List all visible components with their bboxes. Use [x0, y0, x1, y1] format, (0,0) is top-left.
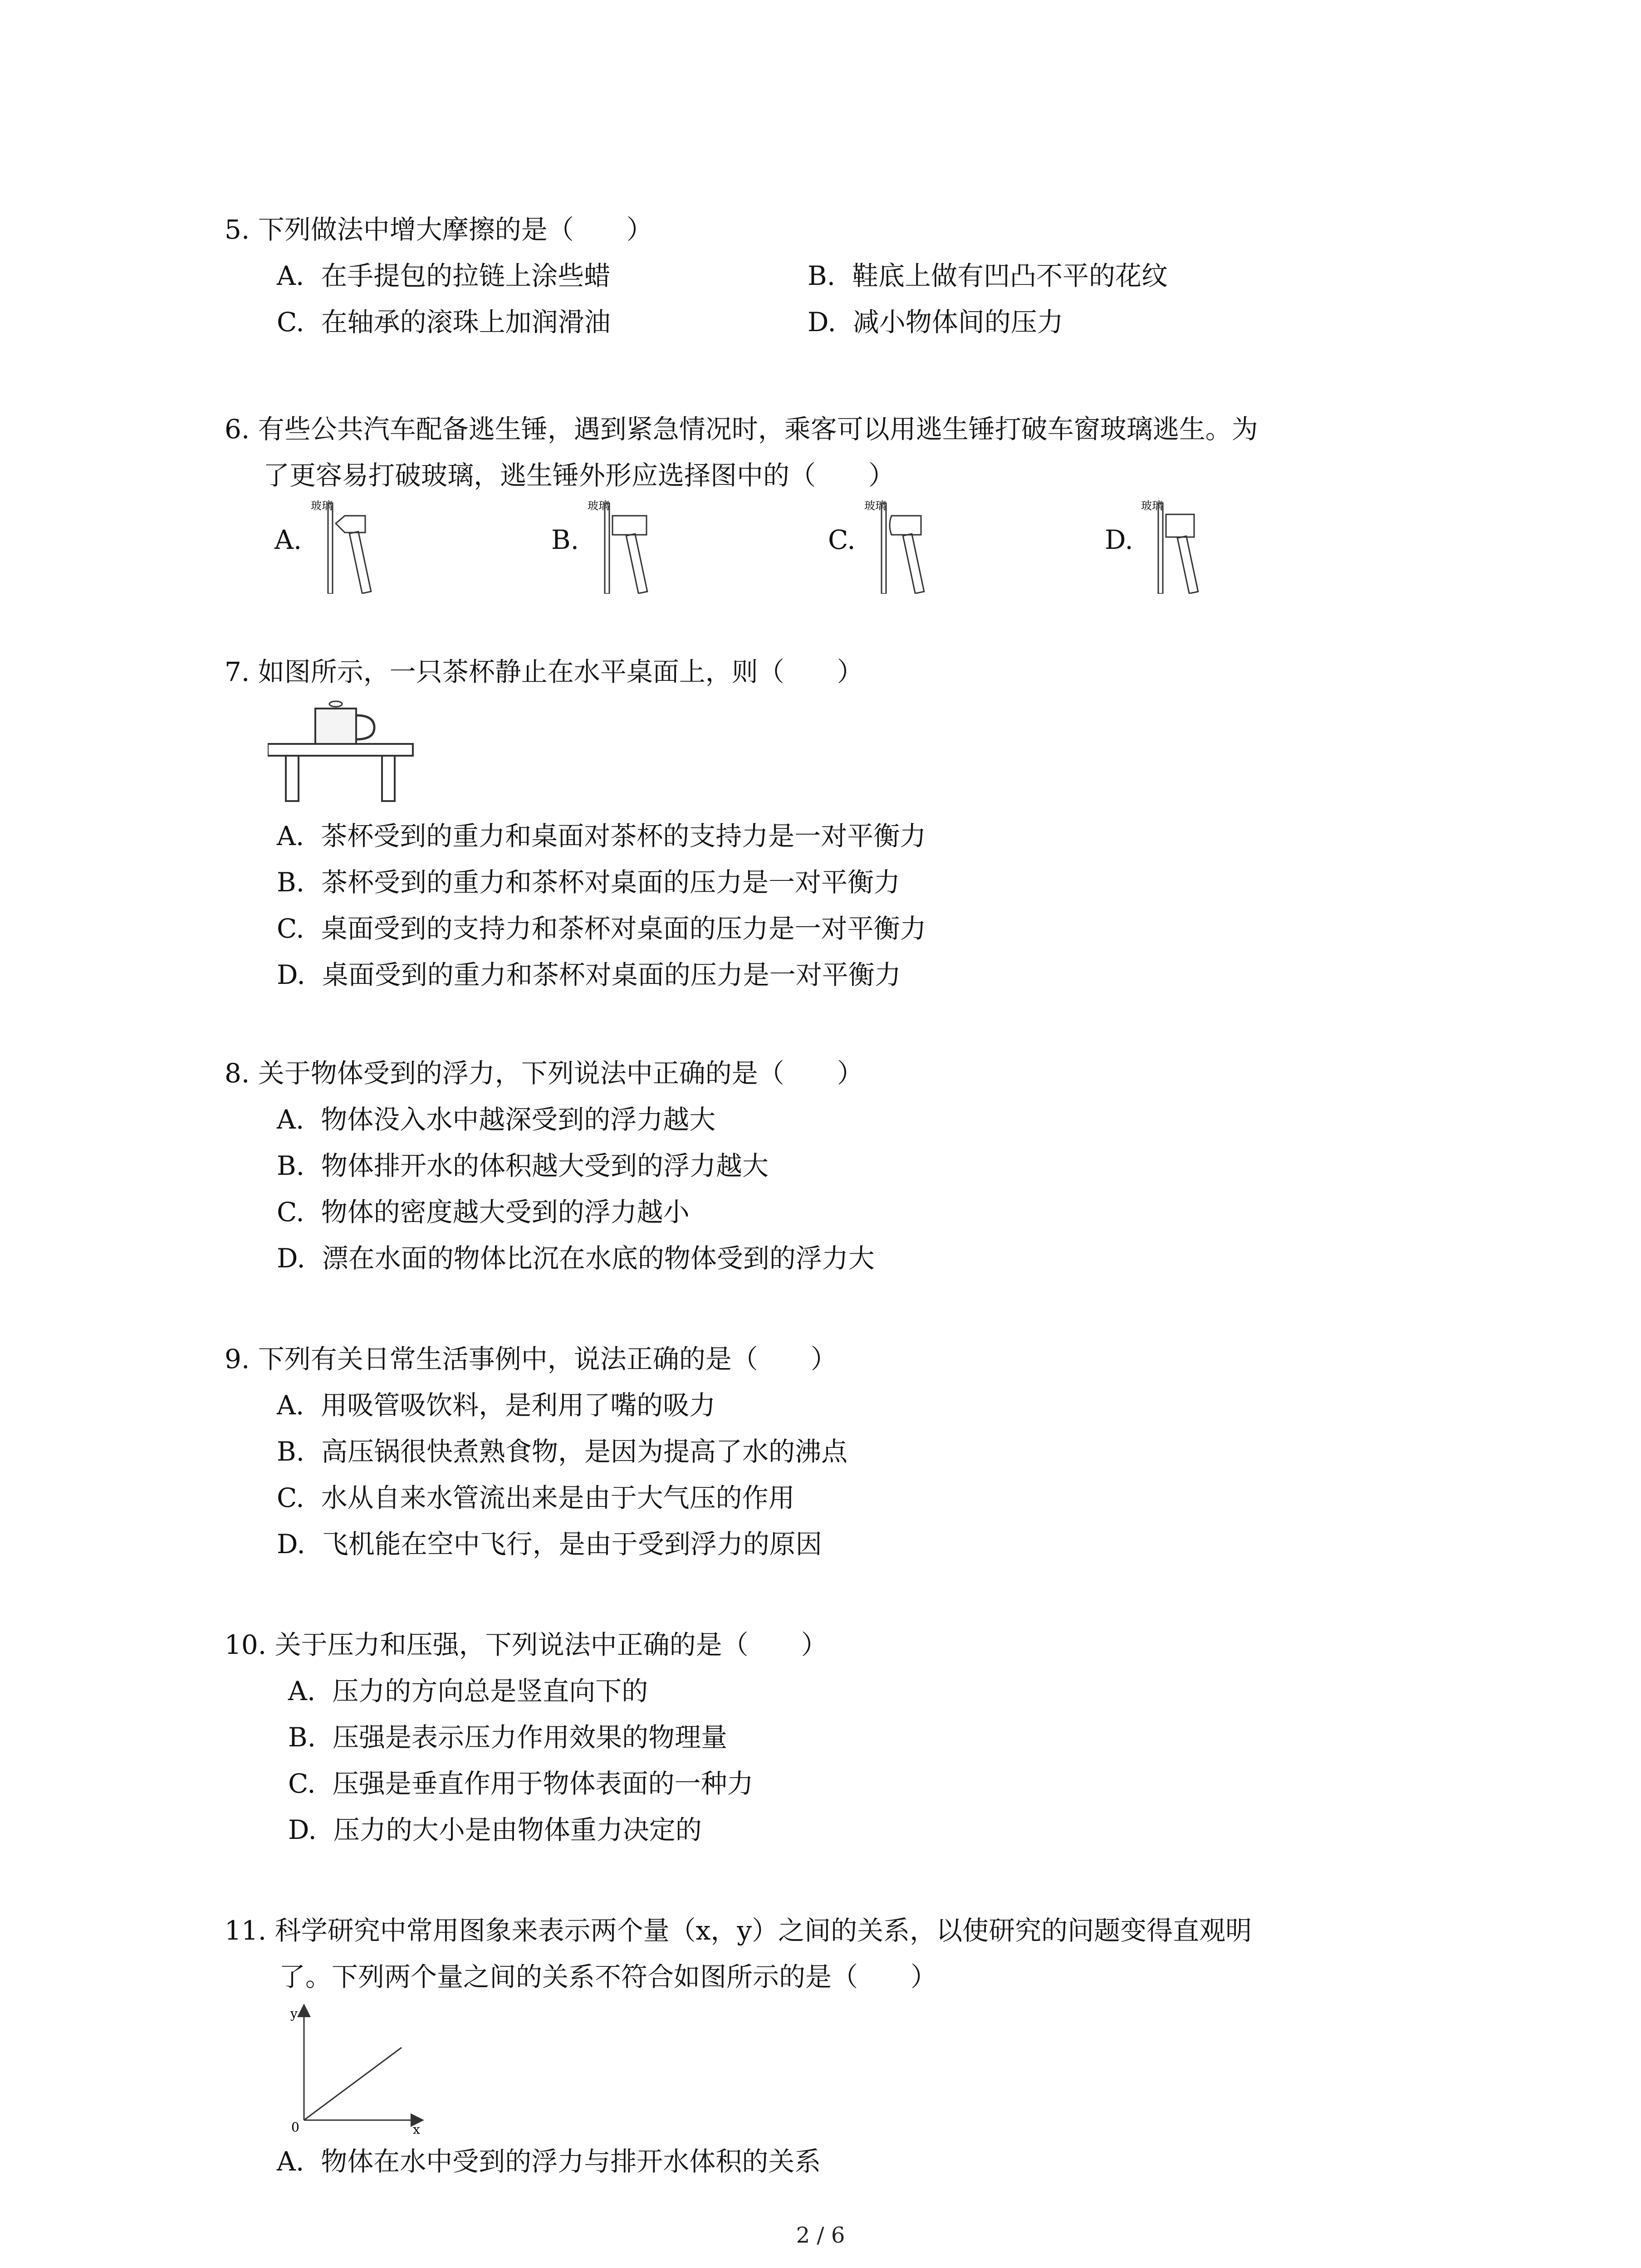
option-c[interactable]: C. 在轴承的滚珠上加润滑油 [277, 307, 611, 337]
option-a[interactable]: A. 物体没入水中越深受到的浮力越大 [277, 1104, 716, 1135]
hammer-pointed-icon [311, 499, 402, 594]
question-11-stem-line1: 11. 科学研究中常用图象来表示两个量（x，y）之间的关系，以使研究的问题变得直观明 [225, 1915, 1252, 1946]
cup-on-table-icon [268, 695, 458, 808]
hammer-flat-square-icon [588, 499, 678, 594]
question-11 [225, 1907, 1431, 2185]
glass-label: 玻璃 [588, 499, 609, 512]
question-11-stem-line2: 了。下列两个量之间的关系不符合如图所示的是（ ） [279, 1961, 937, 1992]
option-d[interactable]: D. 飞机能在空中飞行，是由于受到浮力的原因 [277, 1529, 822, 1559]
glass-label: 玻璃 [311, 499, 333, 512]
option-a[interactable]: A. 茶杯受到的重力和桌面对茶杯的支持力是一对平衡力 [277, 821, 926, 851]
question-8-options [225, 1096, 1431, 1281]
option-c[interactable]: C. 桌面受到的支持力和茶杯对桌面的压力是一对平衡力 [277, 913, 926, 944]
origin-label: 0 [291, 2120, 299, 2135]
option-d[interactable]: D. 压力的大小是由物体重力决定的 [288, 1814, 702, 1845]
option-d[interactable]: D. 桌面受到的重力和茶杯对桌面的压力是一对平衡力 [277, 959, 901, 990]
option-c[interactable]: C. 水从自来水管流出来是由于大气压的作用 [277, 1482, 795, 1513]
hammer-flat-narrow-icon [1141, 499, 1232, 594]
page-number: 2 / 6 [796, 2223, 845, 2248]
option-d[interactable]: D. 玻璃 [1105, 499, 1332, 594]
hammer-rounded-icon [864, 499, 955, 594]
option-a[interactable]: A. 压力的方向总是竖直向下的 [288, 1676, 648, 1706]
question-6-stem-line1: 6. 有些公共汽车配备逃生锤，遇到紧急情况时，乘客可以用逃生锤打破车窗玻璃逃生。为 [225, 414, 1258, 445]
proportional-line [304, 2048, 402, 2120]
question-6-stem-line2: 了更容易打破玻璃，逃生锤外形应选择图中的（ ） [263, 460, 895, 491]
hammer-options [225, 499, 1431, 594]
glass-label: 玻璃 [864, 499, 886, 512]
question-5-options [225, 253, 1431, 345]
question-5 [225, 206, 1431, 345]
question-9-stem: 9. 下列有关日常生活事例中，说法正确的是（ ） [225, 1344, 837, 1374]
option-b[interactable]: B. 压强是表示压力作用效果的物理量 [288, 1722, 727, 1753]
option-d[interactable]: D. 漂在水面的物体比沉在水底的物体受到的浮力大 [277, 1243, 875, 1274]
question-8 [225, 1050, 1431, 1281]
xy-line-graph [281, 2002, 454, 2138]
option-a[interactable]: A. 物体在水中受到的浮力与排开水体积的关系 [277, 2146, 821, 2177]
option-a[interactable]: A. 用吸管吸饮料，是利用了嘴的吸力 [277, 1390, 716, 1421]
option-b[interactable]: B. 玻璃 [551, 499, 778, 594]
question-7 [225, 649, 1431, 998]
y-axis-label: y [290, 2006, 298, 2021]
question-8-stem: 8. 关于物体受到的浮力，下列说法中正确的是（ ） [225, 1058, 863, 1089]
option-a[interactable]: A. 玻璃 [274, 499, 501, 594]
question-10 [225, 1622, 1431, 1853]
option-b[interactable]: B. 高压锅很快煮熟食物，是因为提高了水的沸点 [277, 1436, 847, 1467]
question-5-stem: 5. 下列做法中增大摩擦的是（ ） [225, 214, 653, 245]
question-10-stem: 10. 关于压力和压强，下列说法中正确的是（ ） [225, 1629, 828, 1660]
question-7-stem: 7. 如图所示，一只茶杯静止在水平桌面上，则（ ） [225, 656, 863, 687]
option-d[interactable]: D. 减小物体间的压力 [808, 307, 1063, 337]
question-7-options [225, 813, 1431, 998]
question-6 [225, 406, 1431, 594]
option-c[interactable]: C. 压强是垂直作用于物体表面的一种力 [288, 1768, 754, 1799]
question-9-options [225, 1382, 1431, 1567]
option-a[interactable]: A. 在手提包的拉链上涂些蜡 [277, 260, 611, 291]
option-b[interactable]: B. 鞋底上做有凹凸不平的花纹 [808, 260, 1168, 291]
option-b[interactable]: B. 物体排开水的体积越大受到的浮力越大 [277, 1150, 769, 1181]
question-9 [225, 1336, 1431, 1567]
question-10-options [225, 1668, 1431, 1853]
option-c[interactable]: C. 玻璃 [828, 499, 1055, 594]
x-axis-label: x [413, 2122, 420, 2137]
option-c[interactable]: C. 物体的密度越大受到的浮力越小 [277, 1197, 690, 1227]
glass-label: 玻璃 [1141, 499, 1163, 512]
question-11-options [225, 2138, 1431, 2185]
option-b[interactable]: B. 茶杯受到的重力和茶杯对桌面的压力是一对平衡力 [277, 867, 900, 898]
